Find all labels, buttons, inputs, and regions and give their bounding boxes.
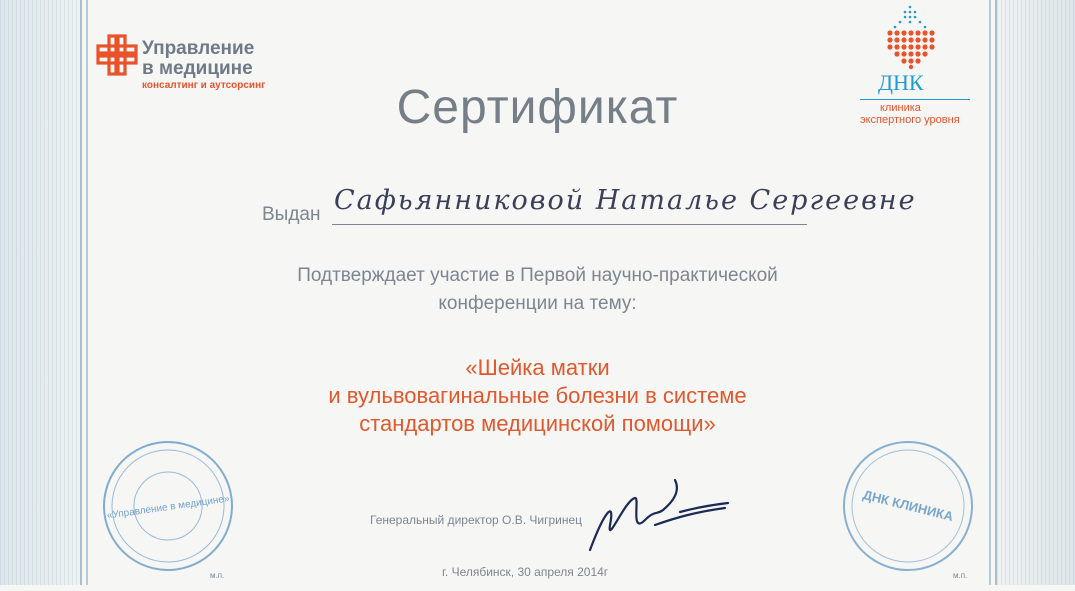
logo-right-line1: клиника (880, 102, 921, 114)
confirmation-text (0, 262, 1075, 318)
logo-left-tagline: консалтинг и аутсорсинг (142, 80, 266, 91)
stamp-place-left: м.п. (210, 571, 225, 580)
handwritten-signature (585, 470, 730, 560)
cross-logo-icon (96, 34, 138, 76)
topic-line1: «Шейка матки (465, 355, 610, 380)
certificate-title: Сертификат (396, 81, 679, 134)
recipient-underline (332, 224, 807, 225)
logo-left-line1: Управление (142, 38, 255, 59)
seal-right-stamp (838, 436, 978, 576)
topic-line3: стандартов медицинской помощи» (359, 411, 716, 436)
topic-line2: и вульвовагинальные болезни в системе (328, 383, 747, 408)
stamp-place-right: м.п. (953, 571, 968, 580)
seal-right-center-text: ДНК КЛИНИКА (861, 487, 955, 524)
issued-label: Выдан (262, 204, 321, 225)
place-and-date: г. Челябинск, 30 апреля 2014г (442, 565, 609, 579)
logo-right-brand: ДНК (878, 70, 924, 95)
seal-left-center-text: «Управление в медицине» (106, 493, 231, 522)
seal-left-stamp (98, 436, 238, 576)
logo-right-line2: экспертного уровня (860, 114, 960, 126)
confirmation-line2: конференции на тему: (438, 293, 637, 314)
recipient-name: Сафьянниковой Наталье Сергеевне (334, 185, 917, 216)
director-signature-line: Генеральный директор О.В. Чигринец (370, 513, 583, 527)
dna-dots-icon (850, 4, 980, 70)
confirmation-line1: Подтверждает участие в Первой научно-практической (297, 265, 778, 286)
conference-topic (0, 354, 1075, 438)
logo-left-line2: в медицине (142, 58, 253, 79)
